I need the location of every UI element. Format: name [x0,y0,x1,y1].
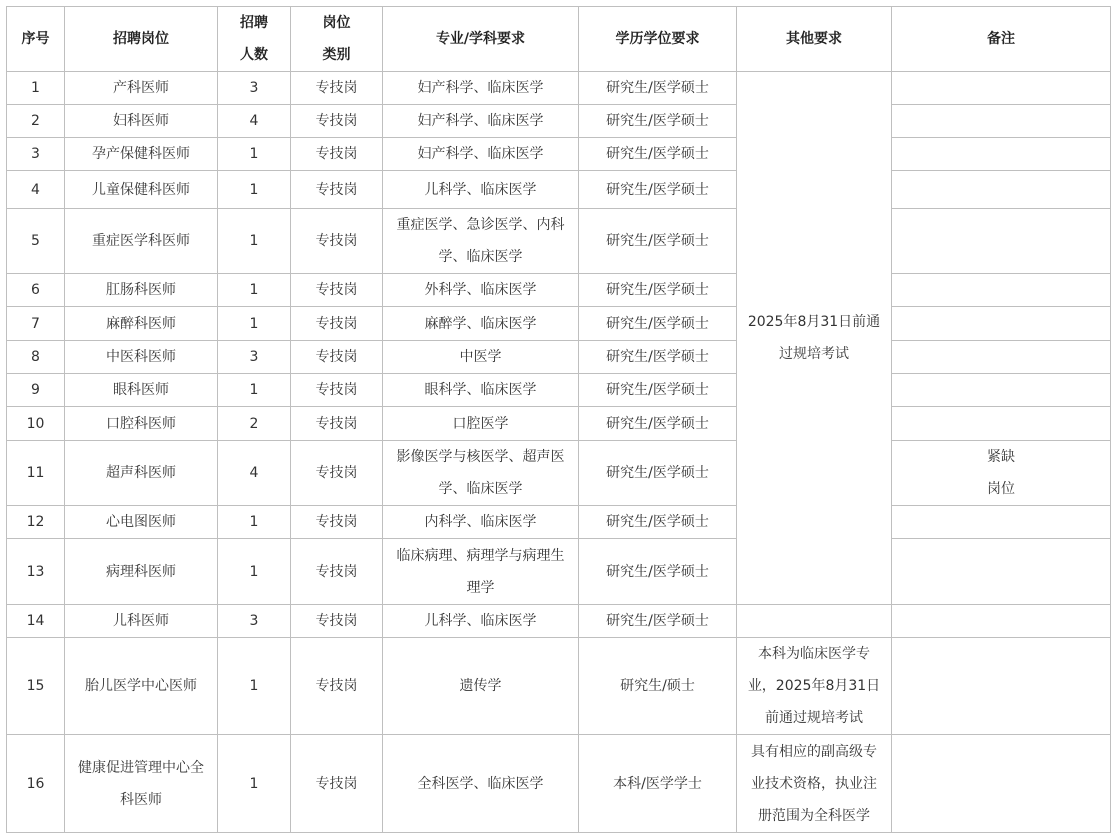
cell-remark [892,138,1111,171]
cell-position: 产科医师 [65,72,218,105]
cell-major: 全科医学、临床医学 [383,735,579,833]
major-line2: 学、临床医学 [438,249,523,265]
header-category-line1: 岗位 [322,15,351,31]
cell-seq: 2 [7,105,65,138]
cell-remark [892,209,1111,274]
cell-remark [892,506,1111,539]
cell-count: 1 [218,209,291,274]
cell-category: 专技岗 [291,209,383,274]
major-line2: 理学 [466,579,495,596]
cell-major: 中医学 [383,341,579,374]
cell-major: 儿科学、临床医学 [383,605,579,638]
cell-count: 1 [218,539,291,605]
cell-major: 儿科学、临床医学 [383,171,579,209]
cell-position: 孕产保健科医师 [65,138,218,171]
cell-position: 心电图医师 [65,506,218,539]
cell-position: 口腔科医师 [65,407,218,441]
cell-remark [892,407,1111,441]
cell-count: 1 [218,138,291,171]
other-merged-line2: 过规培考试 [779,346,849,362]
header-position: 招聘岗位 [65,7,218,72]
cell-remark [892,441,1111,506]
cell-category: 专技岗 [291,407,383,441]
cell-major: 麻醉学、临床医学 [383,307,579,341]
other-line1: 本科为临床医学专 [758,646,870,662]
cell-major: 内科学、临床医学 [383,506,579,539]
recruitment-table [6,6,1111,833]
cell-major [383,539,579,605]
cell-category: 专技岗 [291,374,383,407]
cell-remark [892,105,1111,138]
cell-major: 口腔医学 [383,407,579,441]
table-row [7,374,1111,407]
cell-seq: 11 [7,441,65,506]
cell-degree: 研究生/医学硕士 [579,307,737,341]
cell-major: 妇产科学、临床医学 [383,138,579,171]
cell-position: 病理科医师 [65,539,218,605]
other-line3: 册范围为全科医学 [758,807,870,824]
table-row [7,171,1111,209]
cell-degree: 研究生/医学硕士 [579,506,737,539]
cell-position: 超声科医师 [65,441,218,506]
cell-seq: 13 [7,539,65,605]
other-line2: 业，2025年8月31日 [747,678,881,694]
cell-position: 重症医学科医师 [65,209,218,274]
remark-line2: 岗位 [987,481,1015,497]
cell-category: 专技岗 [291,307,383,341]
cell-degree: 研究生/医学硕士 [579,171,737,209]
header-count [218,7,291,72]
other-line2: 业技术资格，执业注 [751,775,877,792]
cell-degree: 研究生/医学硕士 [579,274,737,307]
cell-count: 1 [218,735,291,833]
header-remark: 备注 [892,7,1111,72]
header-category-line2: 类别 [322,47,351,63]
cell-position: 儿科医师 [65,605,218,638]
cell-count: 1 [218,171,291,209]
cell-category: 专技岗 [291,441,383,506]
cell-category: 专技岗 [291,605,383,638]
table-row [7,72,1111,105]
cell-count: 3 [218,341,291,374]
table-row [7,506,1111,539]
cell-degree: 研究生/医学硕士 [579,605,737,638]
cell-remark [892,171,1111,209]
cell-category: 专技岗 [291,105,383,138]
header-count-line1: 招聘 [240,15,268,31]
table-row [7,341,1111,374]
cell-position: 儿童保健科医师 [65,171,218,209]
remark-line1: 紧缺 [987,449,1015,465]
cell-category: 专技岗 [291,341,383,374]
other-line3: 前通过规培考试 [765,710,863,726]
cell-category: 专技岗 [291,274,383,307]
cell-seq: 15 [7,638,65,735]
cell-count: 4 [218,105,291,138]
table-row [7,638,1111,735]
cell-count: 1 [218,638,291,735]
cell-other [737,605,892,638]
cell-remark [892,307,1111,341]
position-line1: 健康促进管理中心全 [78,759,204,776]
cell-remark [892,735,1111,833]
cell-major: 外科学、临床医学 [383,274,579,307]
cell-count: 1 [218,374,291,407]
cell-degree: 研究生/医学硕士 [579,374,737,407]
cell-position: 肛肠科医师 [65,274,218,307]
cell-seq: 8 [7,341,65,374]
major-line2: 学、临床医学 [438,481,523,497]
cell-seq: 5 [7,209,65,274]
cell-major: 眼科学、临床医学 [383,374,579,407]
cell-count: 1 [218,506,291,539]
cell-seq: 6 [7,274,65,307]
header-other: 其他要求 [737,7,892,72]
cell-remark [892,72,1111,105]
cell-position: 眼科医师 [65,374,218,407]
major-line1: 影像医学与核医学、超声医 [396,449,565,465]
header-row [7,7,1111,72]
table-row [7,441,1111,506]
header-major: 专业/学科要求 [383,7,579,72]
cell-seq: 16 [7,735,65,833]
cell-position: 妇科医师 [65,105,218,138]
major-line1: 重症医学、急诊医学、内科 [396,217,565,233]
header-count-line2: 人数 [240,47,268,63]
table-row [7,105,1111,138]
cell-degree: 研究生/医学硕士 [579,539,737,605]
cell-degree: 研究生/医学硕士 [579,441,737,506]
cell-major: 妇产科学、临床医学 [383,72,579,105]
cell-seq: 3 [7,138,65,171]
cell-major: 遗传学 [383,638,579,735]
cell-count: 1 [218,307,291,341]
cell-remark [892,605,1111,638]
cell-seq: 1 [7,72,65,105]
table-row [7,138,1111,171]
cell-remark [892,274,1111,307]
cell-category: 专技岗 [291,506,383,539]
table-row [7,307,1111,341]
cell-count: 3 [218,605,291,638]
cell-degree: 研究生/医学硕士 [579,72,737,105]
header-degree: 学历学位要求 [579,7,737,72]
cell-seq: 10 [7,407,65,441]
cell-category: 专技岗 [291,138,383,171]
cell-count: 2 [218,407,291,441]
major-line1: 临床病理、病理学与病理生 [396,547,565,564]
header-seq: 序号 [7,7,65,72]
cell-category: 专技岗 [291,539,383,605]
cell-count: 1 [218,274,291,307]
cell-position: 中医科医师 [65,341,218,374]
cell-category: 专技岗 [291,171,383,209]
cell-degree: 研究生/医学硕士 [579,138,737,171]
table-row [7,274,1111,307]
cell-position [65,735,218,833]
other-line1: 具有相应的副高级专 [751,743,877,760]
cell-remark [892,638,1111,735]
cell-count: 3 [218,72,291,105]
position-line2: 科医师 [120,791,162,808]
cell-remark [892,539,1111,605]
cell-seq: 9 [7,374,65,407]
table-row [7,735,1111,833]
table-row [7,605,1111,638]
cell-degree: 研究生/医学硕士 [579,407,737,441]
cell-degree: 研究生/医学硕士 [579,105,737,138]
cell-major [383,441,579,506]
cell-position: 胎儿医学中心医师 [65,638,218,735]
cell-degree: 本科/医学学士 [579,735,737,833]
cell-remark [892,374,1111,407]
cell-other [737,638,892,735]
cell-category: 专技岗 [291,638,383,735]
cell-seq: 12 [7,506,65,539]
cell-count: 4 [218,441,291,506]
table-row [7,539,1111,605]
cell-major [383,209,579,274]
cell-seq: 14 [7,605,65,638]
other-merged-line1: 2025年8月31日前通 [747,314,881,330]
cell-degree: 研究生/硕士 [579,638,737,735]
cell-category: 专技岗 [291,72,383,105]
table-row [7,407,1111,441]
cell-seq: 7 [7,307,65,341]
cell-position: 麻醉科医师 [65,307,218,341]
cell-degree: 研究生/医学硕士 [579,209,737,274]
cell-seq: 4 [7,171,65,209]
cell-category: 专技岗 [291,735,383,833]
table-row [7,209,1111,274]
cell-other [737,735,892,833]
cell-degree: 研究生/医学硕士 [579,341,737,374]
cell-other-merged [737,72,892,605]
cell-remark [892,341,1111,374]
cell-major: 妇产科学、临床医学 [383,105,579,138]
header-category [291,7,383,72]
